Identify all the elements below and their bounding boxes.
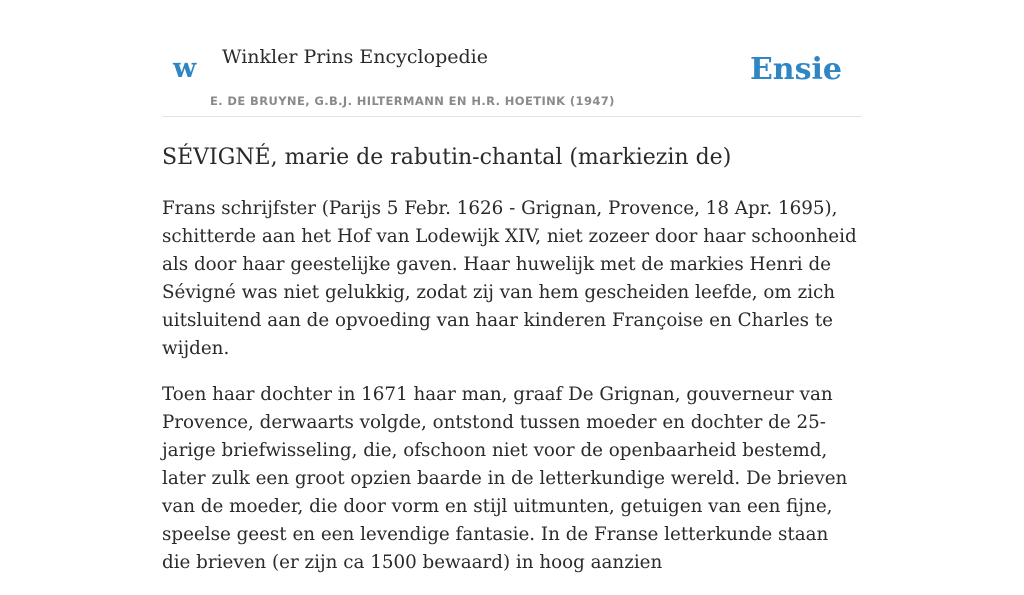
article-page: [162, 0, 862, 595]
ensie-logo[interactable]: Ensie: [749, 52, 842, 87]
entry-paragraph: Toen haar dochter in 1671 haar man, graaf De Grignan, gouverneur van Provence, derwaarts volgde, ontstond tussen moeder en dochter de 25-jarige briefwisseling, die, ofschoon niet voor de openbaarheid bestemd, later zulk een groot opzien baarde in de letterkundige wereld. De brieven van de moeder, die door vorm en stijl uitmunten, getuigen van een fijne, speelse geest en een levendige fantasie. In de Franse letterkunde staan die brieven (er zijn ca 1500 bewaard) in hoog aanzien: [162, 384, 848, 573]
source-title-link[interactable]: Winkler Prins Encyclopedie: [222, 46, 488, 68]
page-header: [162, 0, 862, 117]
source-authors: E. DE BRUYNE, G.B.J. HILTERMANN EN H.R. HOETINK (1947): [210, 94, 615, 108]
entry-title: SÉVIGNÉ, marie de rabutin-chantal (markiezin de): [162, 145, 732, 170]
entry-body: [162, 195, 862, 577]
entry-paragraph: Frans schrijfster (Parijs 5 Febr. 1626 - Grignan, Provence, 18 Apr. 1695), schitterde aan het Hof van Lodewijk XIV, niet zozeer door haar schoonheid als door haar geestelijke gaven. Haar huwelijk met de markies Henri de Sévigné was niet gelukkig, zodat zij van hem gescheiden leefde, om zich uitsluitend aan de opvoeding van haar kinderen Françoise en Charles te wijden.: [162, 198, 857, 359]
source-logo-icon[interactable]: w: [173, 53, 197, 84]
